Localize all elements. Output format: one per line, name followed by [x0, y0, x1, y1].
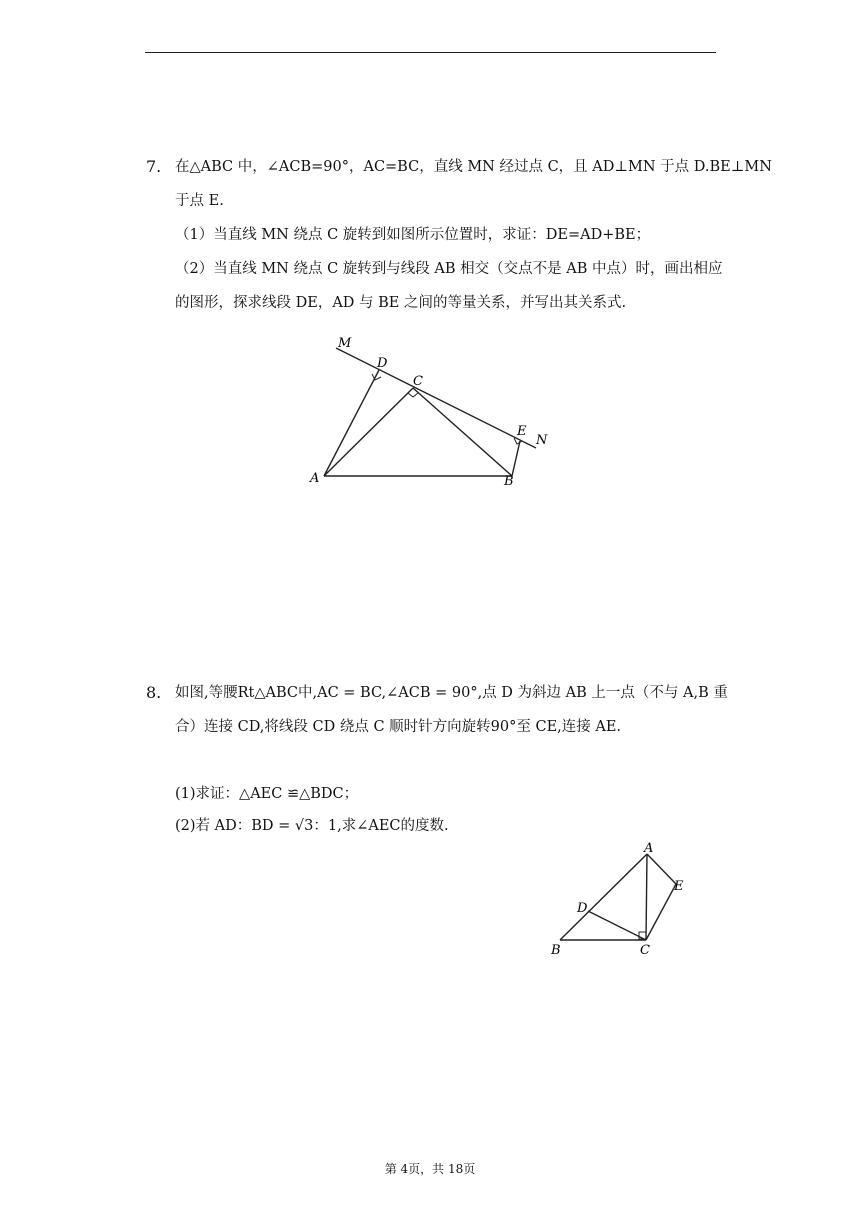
label-B: B — [504, 474, 514, 489]
label-D: D — [577, 901, 588, 916]
question-8-part-2: (2)若 AD：BD = √3：1,求∠AEC的度数. — [175, 818, 449, 834]
label-A: A — [310, 471, 320, 486]
label-D: D — [377, 356, 388, 371]
line-MN — [336, 348, 536, 448]
page-footer: 第 4页，共 18页 — [384, 1162, 476, 1176]
segment-AB — [560, 854, 647, 940]
label-A: A — [644, 841, 654, 856]
label-M: M — [338, 336, 352, 351]
segment-AE — [647, 854, 676, 884]
segment-AC — [324, 388, 413, 476]
segment-CE — [646, 884, 676, 940]
question-8-number: 8. — [146, 683, 162, 702]
question-8-figure — [540, 840, 700, 965]
question-7-part-2: （2）当直线 MN 绕点 C 旋转到与线段 AB 相交（交点不是 AB 中点）时，画出相应 — [175, 261, 723, 277]
question-8-part-1: (1)求证：△AEC ≌△BDC； — [175, 786, 359, 802]
label-C: C — [640, 943, 650, 958]
header-rule — [145, 52, 716, 53]
question-7-line-5: 的图形，探求线段 DE，AD 与 BE 之间的等量关系，并写出其关系式. — [175, 295, 627, 311]
question-7-line-2: 于点 E. — [175, 193, 224, 209]
question-8-line-2: 合）连接 CD,将线段 CD 绕点 C 顺时针方向旋转90°至 CE,连接 AE. — [175, 719, 622, 735]
question-7-line-1: 在△ABC 中，∠ACB=90°，AC=BC，直线 MN 经过点 C，且 AD⊥MN 于点 D.BE⊥MN — [175, 159, 772, 175]
label-E: E — [674, 879, 684, 894]
question-8-line-1: 如图,等腰Rt△ABC中,AC = BC,∠ACB = 90°,点 D 为斜边 AB 上一点（不与 A,B 重 — [175, 685, 728, 701]
label-N: N — [536, 433, 548, 448]
label-C: C — [413, 374, 423, 389]
label-B: B — [551, 943, 561, 958]
question-7-number: 7. — [146, 157, 162, 176]
question-7-part-1: （1）当直线 MN 绕点 C 旋转到如图所示位置时，求证：DE=AD+BE； — [175, 227, 651, 243]
right-angle-C — [408, 393, 418, 397]
segment-AC — [646, 854, 647, 940]
label-E: E — [517, 424, 527, 439]
segment-CD — [588, 911, 646, 940]
segment-BE — [512, 441, 520, 476]
segment-AD — [324, 370, 379, 476]
question-7-figure — [300, 330, 560, 495]
segment-BC — [413, 388, 512, 476]
